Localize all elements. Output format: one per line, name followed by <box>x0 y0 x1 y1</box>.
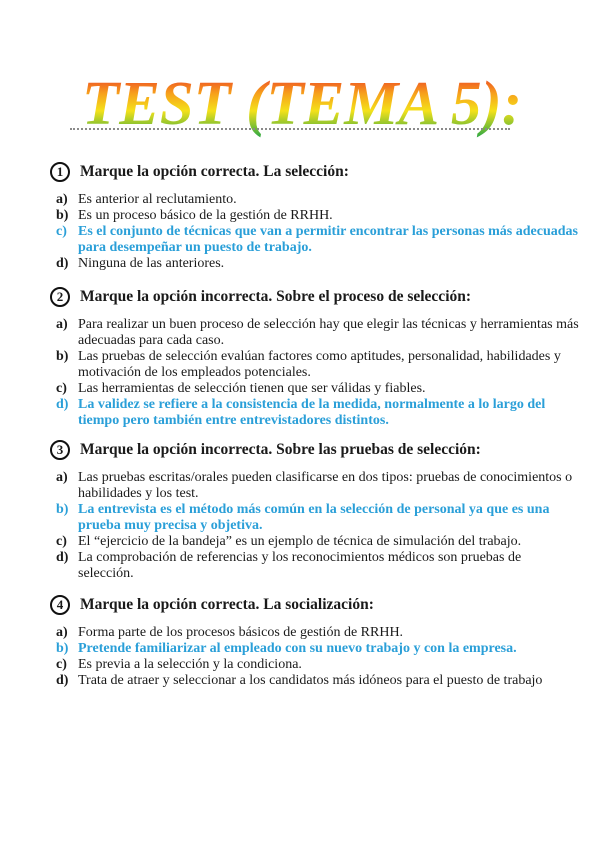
option-d <box>50 550 580 582</box>
option-letter: b) <box>56 502 69 517</box>
question-number: 4 <box>50 595 70 615</box>
question-prompt: Marque la opción incorrecta. Sobre el proceso de selección: <box>80 288 472 305</box>
option-text: Es el conjunto de técnicas que van a permitir encontrar las personas más adecuadas para desempeñar un puesto de trabajo. <box>78 224 578 255</box>
option-letter: c) <box>56 657 67 672</box>
option-text: Las pruebas escritas/orales pueden clasificarse en dos tipos: pruebas de conocimientos o habilidades y los test. <box>78 470 573 501</box>
title-underline <box>70 128 510 132</box>
option-text: Ninguna de las anteriores. <box>78 256 225 271</box>
option-letter: a) <box>56 192 68 207</box>
option-c <box>50 224 580 256</box>
option-letter: d) <box>56 397 69 412</box>
option-letter: a) <box>56 470 68 485</box>
option-text: Las herramientas de selección tienen que ser válidas y fiables. <box>78 381 426 396</box>
option-letter: c) <box>56 224 67 239</box>
option-c <box>50 657 580 673</box>
option-text: La validez se refiere a la consistencia de la medida, normalmente a lo largo del tiempo pero también entre entrevistadores distintos. <box>78 397 546 428</box>
question-2 <box>50 285 580 429</box>
option-d <box>50 673 580 689</box>
question-number: 2 <box>50 287 70 307</box>
option-a <box>50 192 580 208</box>
question-1 <box>50 160 580 272</box>
option-text: Es un proceso básico de la gestión de RRHH. <box>78 208 333 223</box>
option-a <box>50 317 580 349</box>
option-text: El “ejercicio de la bandeja” es un ejemplo de técnica de simulación del trabajo. <box>78 534 522 549</box>
option-text: Es previa a la selección y la condiciona. <box>78 657 302 672</box>
option-letter: d) <box>56 673 69 688</box>
question-prompt: Marque la opción correcta. La selección: <box>80 163 349 180</box>
title-text: TEST (TEMA 5): <box>82 70 522 138</box>
option-letter: b) <box>56 349 69 364</box>
option-text: Pretende familiarizar al empleado con su nuevo trabajo y con la empresa. <box>78 641 517 656</box>
option-b <box>50 349 580 381</box>
option-b <box>50 502 580 534</box>
option-text: Las pruebas de selección evalúan factores como aptitudes, personalidad, habilidades y motivación de los empleados potenciales. <box>78 349 561 380</box>
option-text: Trata de atraer y seleccionar a los candidatos más idóneos para el puesto de trabajo <box>78 673 543 688</box>
option-letter: a) <box>56 625 68 640</box>
option-text: La entrevista es el método más común en la selección de personal ya que es una prueba muy precisa y objetiva. <box>78 502 550 533</box>
option-letter: b) <box>56 208 69 223</box>
option-text: Forma parte de los procesos básicos de gestión de RRHH. <box>78 625 404 640</box>
question-prompt: Marque la opción correcta. La socialización: <box>80 596 374 613</box>
question-number: 3 <box>50 440 70 460</box>
option-a <box>50 470 580 502</box>
option-d <box>50 256 580 272</box>
option-text: Es anterior al reclutamiento. <box>78 192 237 207</box>
option-letter: c) <box>56 534 67 549</box>
option-letter: c) <box>56 381 67 396</box>
option-letter: d) <box>56 550 69 565</box>
option-c <box>50 534 580 550</box>
option-text: Para realizar un buen proceso de selección hay que elegir las técnicas y herramientas más adecuadas para cada caso. <box>78 317 579 348</box>
option-d <box>50 397 580 429</box>
option-c <box>50 381 580 397</box>
option-a <box>50 625 580 641</box>
question-4 <box>50 593 580 689</box>
option-letter: d) <box>56 256 69 271</box>
question-number: 1 <box>50 162 70 182</box>
option-letter: a) <box>56 317 68 332</box>
question-prompt: Marque la opción incorrecta. Sobre las pruebas de selección: <box>80 441 481 458</box>
option-letter: b) <box>56 641 69 656</box>
question-3 <box>50 438 580 582</box>
option-b <box>50 208 580 224</box>
option-b <box>50 641 580 657</box>
option-text: La comprobación de referencias y los reconocimientos médicos son pruebas de selección. <box>78 550 522 581</box>
